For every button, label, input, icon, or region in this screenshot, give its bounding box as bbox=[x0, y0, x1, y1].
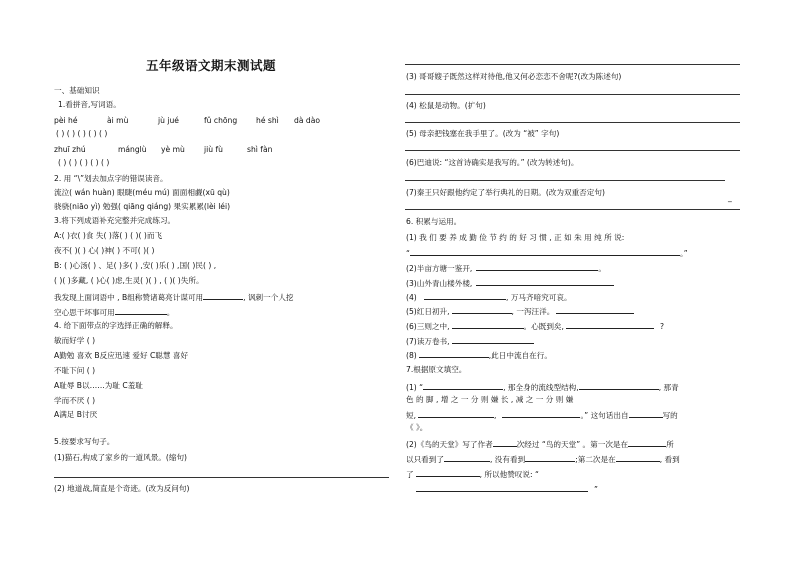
pinyin: dà dào bbox=[294, 116, 321, 125]
question-4-options-2: A耻辱 B以……为耻 C羞耻 bbox=[54, 381, 143, 390]
question-3-line-b: 夜不( )( ) 心( )神( ) 不可( )( ) bbox=[54, 246, 155, 255]
pinyin: zhuī zhú bbox=[54, 145, 86, 154]
answer-line[interactable] bbox=[405, 209, 740, 210]
answer-blank[interactable] bbox=[476, 262, 598, 271]
answer-line[interactable] bbox=[405, 122, 740, 123]
answer-blank[interactable] bbox=[556, 305, 634, 314]
section-7-heading: 7.根据原文填空。 bbox=[406, 365, 467, 374]
section-7-item-2-line-2 bbox=[406, 453, 680, 465]
pinyin: mánglù bbox=[118, 145, 147, 154]
section-7-item-1-line-2: 色 的 脚 , 增 之 一 分 则 嫌 长 , 减 之 一 分 则 嫌 bbox=[406, 395, 574, 404]
question-4-item-3: 学而不厌 ( ) bbox=[54, 396, 96, 405]
answer-line[interactable] bbox=[405, 180, 725, 181]
answer-blank[interactable] bbox=[203, 291, 243, 300]
section-7-item-2-line-4 bbox=[416, 483, 598, 495]
pinyin: shì fàn bbox=[247, 145, 273, 154]
passage-text: 短, bbox=[406, 411, 417, 420]
item-number: (1) “ bbox=[406, 383, 424, 392]
answer-blank[interactable] bbox=[418, 409, 497, 420]
section-1-heading: 一、基础知识 bbox=[54, 86, 100, 95]
pinyin: fǔ chōng bbox=[204, 116, 238, 125]
answer-brackets-1: ( ) ( ) ( ) ( ) ( ) bbox=[56, 129, 108, 138]
quote-mark: “ bbox=[406, 249, 410, 258]
question-3-line-a: A:( )衣( )食 失( )落( ) ( )( )而飞 bbox=[54, 231, 163, 240]
passage-text: 写的 bbox=[662, 411, 678, 420]
question-5-item-2: (2) 地道战,简直是个奇迹。(改为反问句) bbox=[54, 484, 190, 493]
section-7-item-1-line-1 bbox=[406, 381, 679, 393]
punctuation: 。 bbox=[598, 264, 606, 273]
section-6-item-5 bbox=[406, 305, 634, 317]
passage-text: , 看到 bbox=[659, 455, 680, 464]
section-7-item-2-line-1 bbox=[406, 438, 674, 450]
poem-line: (5)红日初升, bbox=[406, 307, 450, 316]
sentence-item-7: (7)秦王只好跟他约定了举行典礼的日期。(改为双重否定句) bbox=[406, 188, 605, 197]
quote-mark: 。” bbox=[679, 249, 688, 258]
question-4-item-1: 敏而好学 ( ) bbox=[54, 336, 96, 345]
section-7-item-2-line-3 bbox=[406, 468, 539, 480]
answer-blank[interactable] bbox=[566, 320, 654, 329]
answer-blank[interactable] bbox=[579, 381, 659, 390]
answer-blank[interactable] bbox=[419, 349, 489, 358]
answer-blank[interactable] bbox=[616, 453, 660, 462]
pinyin: hé shì bbox=[256, 116, 279, 125]
poem-line: , 万马齐喑究可哀。 bbox=[506, 293, 572, 302]
section-6-item-4: (4) , 万马齐喑究可哀。 bbox=[406, 293, 572, 302]
question-2-line-a: 流泣( wán huàn) 眼睫(méu mú) 面面相觑(xū qù) bbox=[54, 188, 230, 197]
answer-blank[interactable] bbox=[628, 438, 666, 447]
section-6-heading: 6. 积累与运用。 bbox=[406, 217, 462, 226]
passage-text: , 那全身的流线型结构, bbox=[503, 383, 579, 392]
answer-blank[interactable] bbox=[525, 453, 575, 462]
answer-line[interactable] bbox=[405, 94, 740, 95]
question-3-text: 我发现上面词语中 , B组称赞诸葛亮计谋可用 bbox=[54, 293, 204, 302]
answer-blank[interactable] bbox=[493, 438, 517, 447]
section-7-item-1-line-3 bbox=[406, 409, 678, 421]
sentence-item-4: (4) 松鼠是动物。(扩句) bbox=[406, 101, 486, 110]
answer-blank[interactable] bbox=[416, 483, 588, 492]
section-6-item-8 bbox=[406, 349, 552, 361]
question-5: 5.按要求写句子。 bbox=[54, 437, 115, 446]
question-4-item-2: 不耻下问 ( ) bbox=[54, 366, 96, 375]
passage-text: , 那青 bbox=[658, 383, 679, 392]
item-number: (8) bbox=[406, 351, 417, 360]
answer-blank[interactable] bbox=[452, 335, 534, 344]
answer-blank[interactable] bbox=[452, 305, 512, 314]
question-3-line-e bbox=[54, 291, 294, 303]
answer-blank[interactable] bbox=[502, 409, 580, 418]
answer-line[interactable] bbox=[405, 150, 740, 151]
stray-underscore: _ bbox=[728, 193, 732, 202]
question-3-line-f bbox=[54, 306, 174, 318]
quote-mark: ” bbox=[594, 485, 598, 494]
section-7-item-1-line-4: 《 》。 bbox=[406, 423, 428, 432]
pinyin: jiù fù bbox=[204, 145, 223, 154]
question-3-text: 空心思干坏事可用 bbox=[54, 308, 115, 317]
question-3: 3.将下列成语补充完整并完成练习。 bbox=[54, 216, 176, 225]
passage-text: 。” 这句话出自 bbox=[580, 411, 629, 420]
poem-line: (3)山外青山楼外楼, bbox=[406, 279, 473, 288]
answer-blank[interactable] bbox=[444, 453, 490, 462]
answer-blank[interactable] bbox=[416, 468, 480, 477]
answer-blank[interactable] bbox=[410, 247, 680, 256]
answer-blank[interactable] bbox=[115, 306, 167, 315]
passage-text: ;第二次是在 bbox=[575, 455, 616, 464]
pinyin: ài mù bbox=[107, 116, 129, 125]
passage-text: 以只看到了 bbox=[406, 455, 444, 464]
section-6-item-1-blank-line bbox=[406, 247, 688, 259]
answer-line[interactable] bbox=[405, 64, 740, 65]
question-3-text: 。 bbox=[166, 308, 175, 317]
passage-text: 了 bbox=[406, 470, 414, 479]
sentence-item-5: (5) 母亲把钱塞在我手里了。(改为 “被” 字句) bbox=[406, 129, 560, 138]
question-4-options-3: A满足 B讨厌 bbox=[54, 410, 98, 419]
pinyin: jù jué bbox=[158, 116, 179, 125]
answer-blank[interactable] bbox=[423, 381, 503, 390]
poem-line: (7)读万卷书, bbox=[406, 337, 450, 346]
poem-line: , 一泻汪洋。 bbox=[511, 307, 555, 316]
section-6-item-6 bbox=[406, 320, 664, 332]
question-3-line-d: ( )( )多藏, ( )心( )虑,生灵( )( ) , ( )( )失所。 bbox=[54, 276, 204, 285]
poem-line: (2)半亩方塘一鉴开, bbox=[406, 264, 473, 273]
answer-brackets-2: ( ) ( ) ( ) ( ) ( ) bbox=[58, 158, 110, 167]
question-2: 2. 用 “\”划去加点字的错误读音。 bbox=[54, 174, 168, 183]
poem-line: 。心既到矣, bbox=[523, 322, 564, 331]
question-2-line-b: 骁骁(niāo yì) 勉强( qiāng qiáng) 果实累累(lèi léi) bbox=[54, 202, 231, 211]
passage-text: 次经过 “鸟的天堂” 。第一次是在 bbox=[516, 440, 629, 449]
section-6-item-1: (1) 我 们 要 养 成 勤 俭 节 约 的 好 习 惯 , 正 如 朱 用 纯 所 说: bbox=[406, 233, 625, 242]
poem-line: ,此日中流自在行。 bbox=[488, 351, 552, 360]
question-1: 1.看拼音,写词语。 bbox=[58, 100, 121, 109]
answer-blank[interactable] bbox=[476, 277, 614, 286]
question-3-text: , 讽刺一个人挖 bbox=[243, 293, 294, 302]
passage-text: , 所以他赞叹说: “ bbox=[479, 470, 539, 479]
question-5-item-1: (1)猫石,构成了家乡的一道风景。(缩句) bbox=[54, 453, 188, 462]
pinyin: yè mù bbox=[161, 145, 185, 154]
passage-text: , 没有看到 bbox=[489, 455, 526, 464]
poem-line: (6)三则之中, bbox=[406, 322, 450, 331]
sentence-item-3: (3) 哥哥嫂子既然这样对待他,他又何必恋恋不舍呢?(改为陈述句) bbox=[406, 72, 622, 81]
section-6-item-2 bbox=[406, 262, 606, 274]
punctuation: , bbox=[494, 411, 497, 420]
answer-blank[interactable] bbox=[629, 409, 663, 418]
answer-line[interactable] bbox=[54, 477, 389, 478]
passage-text: 所 bbox=[666, 440, 674, 449]
section-6-item-7 bbox=[406, 335, 534, 347]
answer-blank[interactable] bbox=[424, 291, 506, 300]
pinyin: pèi hé bbox=[54, 116, 78, 125]
question-4: 4. 给下面带点的字选择正确的解释。 bbox=[54, 321, 178, 330]
question-3-line-c: B: ( )心汤( ) 、足( )多( ) ,安( )乐( ) ,国( )民( ) , bbox=[54, 261, 217, 270]
punctuation: ? bbox=[659, 322, 664, 331]
section-6-item-3 bbox=[406, 277, 614, 289]
sentence-item-6: (6)巴迪说: “这首诗确实是我写的。” (改为转述句)。 bbox=[406, 158, 579, 167]
passage-text: (2)《鸟的天堂》写了作者 bbox=[406, 440, 493, 449]
answer-blank[interactable] bbox=[452, 320, 524, 329]
question-4-options-1: A勤勉 喜欢 B反应迅速 爱好 C聪慧 喜好 bbox=[54, 351, 189, 360]
page-title: 五年级语文期末测试题 bbox=[146, 58, 277, 73]
